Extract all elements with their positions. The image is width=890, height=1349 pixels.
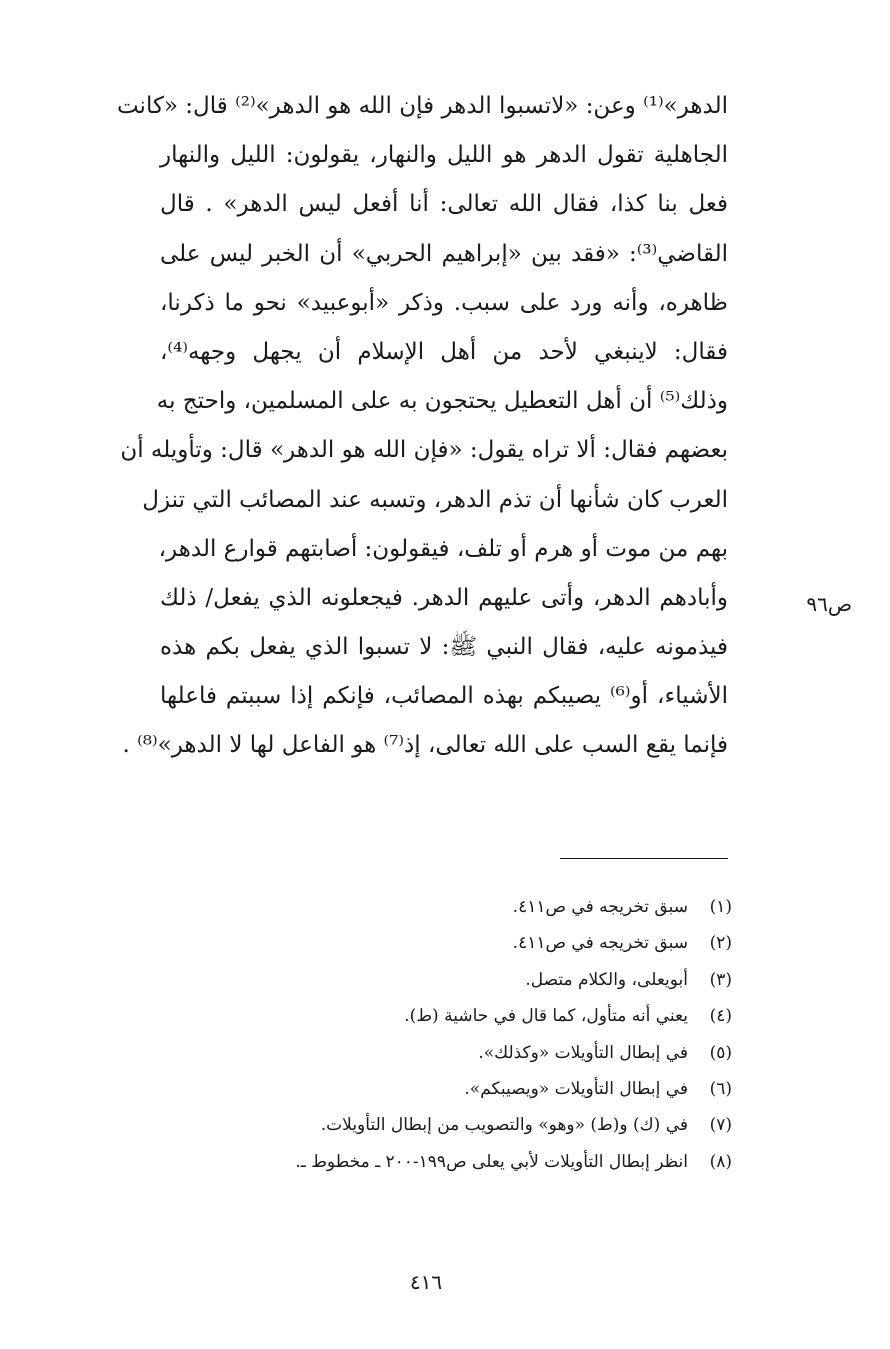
footnote-item <box>152 962 732 998</box>
text-line: الدهر»⁽¹⁾ وعن: «لاتسبوا الدهر فإن الله هو الدهر»⁽²⁾ قال: «كانت <box>116 93 728 119</box>
footnote-number: (٢) <box>709 933 732 954</box>
footnote-item <box>152 1144 732 1180</box>
margin-page-reference: ص٩٦ <box>806 592 852 616</box>
footnote-text: يعني أنه متأول، كما قال في حاشية (ط). <box>404 1006 688 1027</box>
footnote-text: سبق تخريجه في ص٤١١. <box>512 933 688 954</box>
text-line: فقال: لاينبغي لأحد من أهل الإسلام أن يجهل وجهه⁽⁴⁾، <box>160 338 728 365</box>
text-line: فعل بنا كذا، فقال الله تعالى: أنا أفعل ليس الدهر» . قال <box>160 191 728 218</box>
footnote-item <box>152 1107 732 1143</box>
footnote-item <box>152 998 732 1034</box>
text-line: الجاهلية تقول الدهر هو الليل والنهار، يقولون: الليل والنهار <box>160 142 728 169</box>
text-line: وأبادهم الدهر، وأتى عليهم الدهر. فيجعلونه الذي يفعل/ ذلك <box>160 584 728 611</box>
footnote-text: سبق تخريجه في ص٤١١. <box>512 897 688 917</box>
text-line: فيذمونه عليه، فقال النبي ﷺ: لا تسبوا الذي يفعل بكم هذه <box>160 634 728 661</box>
text-line: بهم من موت أو هرم أو تلف، فيقولون: أصابتهم قوارع الدهر، <box>158 535 728 562</box>
text-line: القاضي⁽³⁾: «فقد بين «إبراهيم الحربي» أن الخبر ليس على <box>160 240 728 267</box>
text-line: وذلك⁽⁵⁾ أن أهل التعطيل يحتجون به على المسلمين، واحتج به <box>156 388 728 415</box>
main-text <box>116 82 728 771</box>
footnote-number: (٦) <box>709 1078 732 1099</box>
footnote-number: (٤) <box>709 1006 732 1027</box>
footnote-number: (١) <box>709 897 732 917</box>
footnote-item <box>152 1035 732 1071</box>
footnotes <box>152 889 732 1180</box>
footnote-item <box>152 1071 732 1107</box>
footnote-text: أبويعلى، والكلام متصل. <box>525 969 688 990</box>
footnote-item <box>152 925 732 961</box>
footnote-number: (٨) <box>709 1151 732 1172</box>
footnote-text: في إبطال التأويلات «ويصيبكم». <box>464 1078 688 1099</box>
footnote-divider <box>560 858 728 859</box>
footnote-text: في (ك) و(ط) «وهو» والتصويب من إبطال التأويلات. <box>320 1115 688 1136</box>
footnote-number: (٥) <box>709 1042 732 1063</box>
footnote-text: في إبطال التأويلات «وكذلك». <box>478 1042 688 1063</box>
text-line: العرب كان شأنها أن تذم الدهر، وتسبه عند المصائب التي تنزل <box>142 486 728 513</box>
text-line: ظاهره، وأنه ورد على سبب. وذكر «أبوعبيد» نحو ما ذكرنا، <box>160 289 728 316</box>
footnote-number: (٣) <box>709 969 732 990</box>
footnote-text: انظر إبطال التأويلات لأبي يعلى ص١٩٩-٢٠٠ ـ مخطوط ـ. <box>295 1151 688 1172</box>
footnote-item <box>152 889 732 925</box>
text-line: بعضهم فقال: ألا تراه يقول: «فإن الله هو الدهر» قال: وتأويله أن <box>120 437 728 464</box>
page-number: ٤١٦ <box>409 1270 443 1294</box>
text-line: الأشياء، أو⁽⁶⁾ يصيبكم بهذه المصائب، فإنكم إذا سببتم فاعلها <box>160 683 728 710</box>
text-line: فإنما يقع السب على الله تعالى، إذ⁽⁷⁾ هو الفاعل لها لا الدهر»⁽⁸⁾ . <box>122 732 728 759</box>
footnote-number: (٧) <box>709 1115 732 1136</box>
